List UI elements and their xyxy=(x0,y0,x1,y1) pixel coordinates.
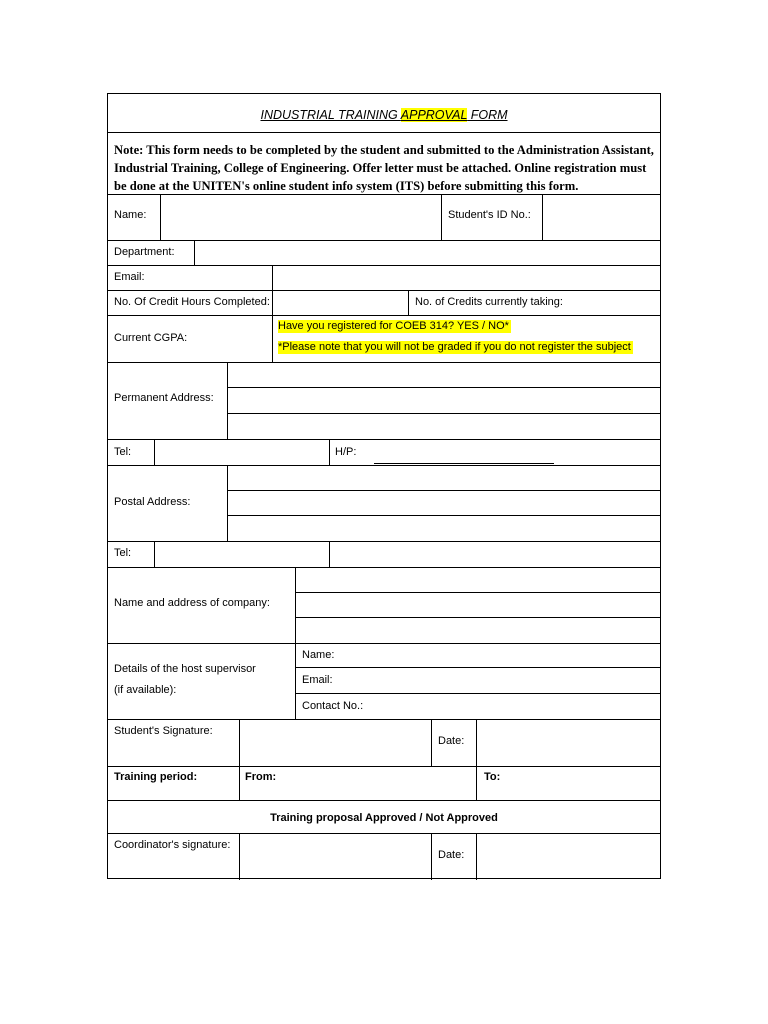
name-label: Name: xyxy=(114,209,147,221)
divider xyxy=(431,833,432,880)
divider xyxy=(329,439,330,465)
tel-label: Tel: xyxy=(114,446,132,458)
coordinator-signature-label: Coordinator's signature: xyxy=(114,839,231,851)
credit-hours-label: No. Of Credit Hours Completed: xyxy=(114,296,270,308)
divider xyxy=(408,290,409,315)
postal-address-line-3[interactable] xyxy=(228,516,660,541)
name-field[interactable] xyxy=(161,195,441,240)
tel2-label: Tel: xyxy=(114,547,132,559)
permanent-address-label: Permanent Address: xyxy=(114,392,214,404)
supervisor-label-line-2: (if available): xyxy=(114,684,177,696)
proposal-status: Training proposal Approved / Not Approved xyxy=(270,812,498,824)
student-signature-label: Student's Signature: xyxy=(114,725,213,737)
supervisor-email-label: Email: xyxy=(302,674,333,686)
company-label: Name and address of company: xyxy=(114,597,270,609)
note-line-3: be done at the UNITEN's online student info system (ITS) before submitting this form. xyxy=(114,179,579,193)
postal-address-label: Postal Address: xyxy=(114,496,191,508)
form-note xyxy=(114,141,659,195)
to-label: To: xyxy=(484,771,501,783)
divider xyxy=(431,719,432,766)
company-line-2[interactable] xyxy=(296,593,660,617)
from-label: From: xyxy=(245,771,277,783)
coeb-note: *Please note that you will not be graded if you do not register the subject xyxy=(278,341,631,353)
department-field[interactable] xyxy=(195,241,660,265)
postal-address-line-2[interactable] xyxy=(228,491,660,515)
student-id-field[interactable] xyxy=(543,195,660,240)
postal-address-line-1[interactable] xyxy=(228,466,660,490)
credits-taking-label: No. of Credits currently taking: xyxy=(415,296,563,308)
student-signature-field[interactable] xyxy=(240,720,431,766)
coeb-question: Have you registered for COEB 314? YES / NO* xyxy=(278,320,509,332)
tel-field[interactable] xyxy=(155,440,329,465)
note-line-1: Note: This form needs to be completed by the student and submitted to the Administration Assistant, xyxy=(114,143,654,157)
divider xyxy=(441,194,442,240)
divider xyxy=(108,643,660,644)
department-label: Department: xyxy=(114,246,175,258)
note-line-2: Industrial Training, College of Engineering. Offer letter must be attached. Online registration must xyxy=(114,161,647,175)
date2-field[interactable] xyxy=(477,834,660,879)
cgpa-label: Current CGPA: xyxy=(114,332,188,344)
date1-label: Date: xyxy=(438,735,465,747)
tel2-field[interactable] xyxy=(155,542,329,567)
divider xyxy=(108,315,660,316)
tel2-extra-field[interactable] xyxy=(330,542,660,567)
divider xyxy=(296,667,660,668)
title-prefix: INDUSTRIAL TRAINING xyxy=(260,108,401,122)
student-id-label: Student's ID No.: xyxy=(448,209,531,221)
supervisor-label-line-1: Details of the host supervisor xyxy=(114,663,256,675)
company-line-3[interactable] xyxy=(296,618,660,643)
divider xyxy=(476,766,477,800)
date1-field[interactable] xyxy=(477,720,660,766)
divider xyxy=(239,766,240,800)
permanent-address-line-3[interactable] xyxy=(228,414,660,439)
from-field[interactable] xyxy=(283,767,476,800)
permanent-address-line-2[interactable] xyxy=(228,388,660,413)
divider xyxy=(296,693,660,694)
title-highlight: APPROVAL xyxy=(400,108,468,122)
title-suffix: FORM xyxy=(467,108,508,122)
hp-field[interactable] xyxy=(374,463,554,464)
credit-hours-field[interactable] xyxy=(273,291,408,315)
supervisor-contact-label: Contact No.: xyxy=(302,700,364,712)
industrial-training-form xyxy=(107,93,661,879)
training-period-label: Training period: xyxy=(114,771,198,783)
hp-label: H/P: xyxy=(335,446,357,458)
supervisor-name-label: Name: xyxy=(302,649,335,661)
divider xyxy=(272,315,273,362)
company-line-1[interactable] xyxy=(296,568,660,592)
divider xyxy=(108,132,660,133)
coordinator-signature-field[interactable] xyxy=(240,834,431,879)
to-field[interactable] xyxy=(508,767,660,800)
email-field[interactable] xyxy=(273,266,660,290)
date2-label: Date: xyxy=(438,849,465,861)
email-label: Email: xyxy=(114,271,145,283)
permanent-address-line-1[interactable] xyxy=(228,363,660,387)
form-title xyxy=(108,108,660,122)
divider xyxy=(108,800,660,801)
